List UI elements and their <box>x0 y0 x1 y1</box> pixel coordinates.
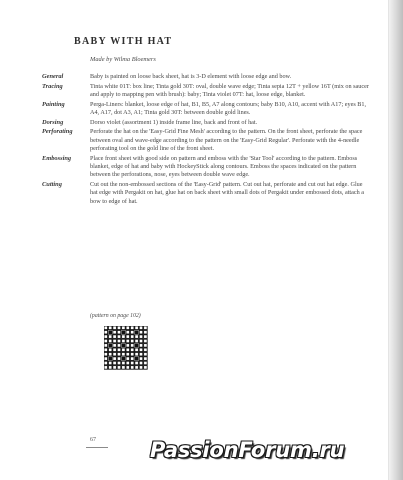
pattern-cell <box>135 348 139 352</box>
pattern-cell <box>144 335 148 339</box>
pattern-reference: (pattern on page 102) <box>90 313 141 319</box>
pattern-cell <box>130 366 134 370</box>
pattern-cell <box>104 348 108 352</box>
pattern-cell <box>139 326 143 330</box>
pattern-cell <box>104 344 108 348</box>
pattern-cell <box>135 326 139 330</box>
pattern-cell <box>104 366 108 370</box>
pattern-cell <box>117 366 121 370</box>
pattern-cell <box>135 330 139 334</box>
pattern-cell <box>144 361 148 365</box>
pattern-cell <box>108 361 112 365</box>
pattern-cell <box>117 339 121 343</box>
pattern-cell <box>104 357 108 361</box>
pattern-cell <box>139 330 143 334</box>
instruction-label: Perforating <box>42 128 73 136</box>
pattern-cell <box>122 330 126 334</box>
perforation-grid-pattern <box>104 326 148 370</box>
instruction-label: Cutting <box>42 181 62 188</box>
pattern-cell <box>104 339 108 343</box>
pattern-cell <box>108 335 112 339</box>
pattern-cell <box>122 326 126 330</box>
pattern-cell <box>126 335 130 339</box>
pattern-cell <box>144 344 148 348</box>
pattern-cell <box>104 361 108 365</box>
instruction-painting <box>42 101 372 118</box>
instruction-label: Embossing <box>42 154 72 162</box>
pattern-cell <box>122 357 126 361</box>
pattern-cell <box>113 361 117 365</box>
instruction-tracing <box>42 83 372 100</box>
pattern-cell <box>117 326 121 330</box>
pattern-cell <box>113 357 117 361</box>
instruction-text: Cut out the non-embossed sections of the 'Easy-Grid' pattern. Cut out hat, perforate and cut out hat edge. Glue hat edge with Pergakit on hat, glue hat on back sheet with small dots of Pergakit under embossed dots, attach a bow to edge of hat. <box>90 181 365 205</box>
pattern-cell <box>130 348 134 352</box>
pattern-cell <box>126 357 130 361</box>
pattern-cell <box>144 366 148 370</box>
pattern-cell <box>113 326 117 330</box>
instruction-label: Dorsing <box>42 118 64 126</box>
pattern-cell <box>144 348 148 352</box>
pattern-cell <box>130 352 134 356</box>
instruction-text: Perforate the hat on the 'Easy-Grid Fine Mesh' according to the pattern. On the front sheet, perforate the space between oval and wave-edge according to the pattern on the 'Easy-Grid Regular'. Perforate with the 4-needle perforating tool on the gold line of the front sheet. <box>90 128 363 152</box>
instruction-label: Tracing <box>42 82 63 90</box>
pattern-cell <box>113 339 117 343</box>
pattern-cells <box>104 326 147 369</box>
pattern-cell <box>126 352 130 356</box>
pattern-cell <box>117 330 121 334</box>
instruction-text: Tinta white 01T: box line; Tinta gold 30T: oval, double wave edge; Tinta sepia 12T + yellow 16T (mix on saucer and apply to mapping pen with brush): baby; Tinta violet 07T: hat, loose edge, blanket. <box>90 82 369 98</box>
pattern-cell <box>135 357 139 361</box>
pattern-cell <box>126 366 130 370</box>
book-spine-shadow <box>389 0 403 480</box>
instruction-text: Baby is painted on loose back sheet, hat is 3-D element with loose edge and bow. <box>90 73 292 80</box>
instruction-embossing <box>42 155 372 180</box>
pattern-cell <box>144 352 148 356</box>
pattern-cell <box>117 352 121 356</box>
pattern-cell <box>104 330 108 334</box>
pattern-cell <box>108 326 112 330</box>
pattern-cell <box>117 361 121 365</box>
pattern-cell <box>122 352 126 356</box>
pattern-cell <box>135 352 139 356</box>
pattern-cell <box>130 330 134 334</box>
instruction-general <box>42 73 372 81</box>
pattern-cell <box>122 361 126 365</box>
pattern-cell <box>117 335 121 339</box>
pattern-cell <box>122 348 126 352</box>
pattern-cell <box>139 348 143 352</box>
pattern-cell <box>108 330 112 334</box>
pattern-cell <box>108 344 112 348</box>
page-number: 67 <box>90 437 96 443</box>
watermark-logo: PassionForum.ru <box>150 438 345 462</box>
pattern-cell <box>113 348 117 352</box>
instruction-label: Painting <box>42 100 65 108</box>
instruction-text: Perga-Liners: blanket, loose edge of hat, B1, B5, A7 along contours; baby B10, A10, accent with A17; eyes B1, A4, A17, dot A3, A1; Tinta gold 30T: between double gold lines. <box>90 100 367 116</box>
pattern-cell <box>130 357 134 361</box>
pattern-cell <box>108 352 112 356</box>
pattern-cell <box>139 357 143 361</box>
pattern-cell <box>113 352 117 356</box>
pattern-cell <box>122 344 126 348</box>
pattern-cell <box>144 339 148 343</box>
instruction-perforating <box>42 128 372 153</box>
pattern-cell <box>113 344 117 348</box>
pattern-cell <box>117 348 121 352</box>
pattern-cell <box>130 339 134 343</box>
pattern-cell <box>139 339 143 343</box>
pattern-cell <box>139 361 143 365</box>
pattern-cell <box>104 352 108 356</box>
page-title: BABY WITH HAT <box>74 36 173 47</box>
pattern-cell <box>130 344 134 348</box>
pattern-cell <box>126 326 130 330</box>
pattern-cell <box>108 357 112 361</box>
pattern-cell <box>144 330 148 334</box>
pattern-cell <box>108 348 112 352</box>
pattern-cell <box>108 366 112 370</box>
pattern-cell <box>113 366 117 370</box>
pattern-cell <box>126 348 130 352</box>
pattern-cell <box>117 357 121 361</box>
pattern-cell <box>135 361 139 365</box>
instruction-label: General <box>42 73 64 80</box>
pattern-cell <box>135 344 139 348</box>
pattern-cell <box>104 335 108 339</box>
pattern-cell <box>130 361 134 365</box>
pattern-cell <box>139 352 143 356</box>
pattern-cell <box>139 335 143 339</box>
instruction-cutting <box>42 181 372 206</box>
pattern-cell <box>144 326 148 330</box>
instruction-list <box>42 73 372 207</box>
pattern-cell <box>135 339 139 343</box>
pattern-cell <box>126 361 130 365</box>
instruction-text: Place front sheet with good side on pattern and emboss with the 'Star Tool' according to the pattern. Emboss blanket, edge of hat and baby with HockeyStick along contours. Emboss the spaces indicated on the pattern between the perforations, nose, eyes between double wave edge. <box>90 154 358 179</box>
pattern-cell <box>126 330 130 334</box>
pattern-cell <box>130 335 134 339</box>
pattern-cell <box>135 335 139 339</box>
instruction-text: Dorso violet (assortment 1) inside frame line, back and front of hat. <box>90 118 258 126</box>
pattern-cell <box>117 344 121 348</box>
instruction-dorsing <box>42 119 372 127</box>
pattern-cell <box>113 335 117 339</box>
pattern-cell <box>139 344 143 348</box>
pattern-cell <box>135 366 139 370</box>
pattern-cell <box>122 366 126 370</box>
pattern-cell <box>144 357 148 361</box>
pattern-cell <box>130 326 134 330</box>
pattern-cell <box>108 339 112 343</box>
pattern-cell <box>139 366 143 370</box>
pattern-cell <box>104 326 108 330</box>
pattern-cell <box>122 335 126 339</box>
pattern-cell <box>126 339 130 343</box>
pattern-cell <box>122 339 126 343</box>
author-byline: Made by Wilma Bloemers <box>90 56 156 63</box>
page-number-rule <box>86 447 108 448</box>
pattern-cell <box>126 344 130 348</box>
pattern-cell <box>113 330 117 334</box>
